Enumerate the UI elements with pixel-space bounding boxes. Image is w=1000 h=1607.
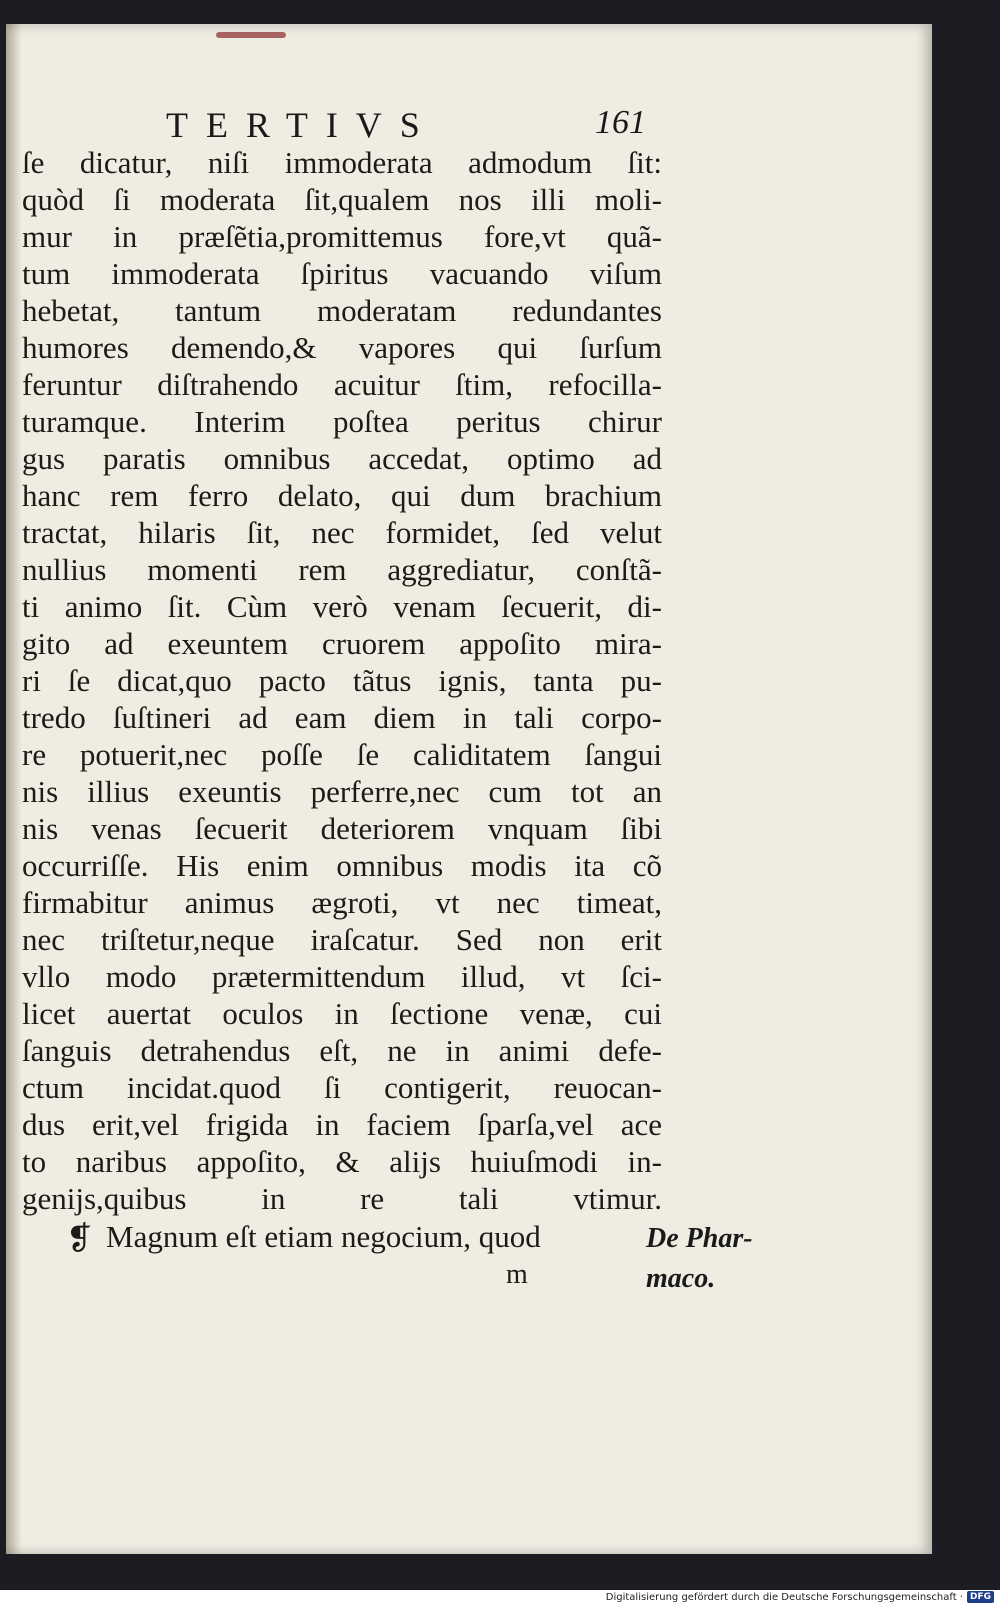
text-line: ri ſe dicat,quo pacto tãtus ignis, tanta pu- <box>22 663 662 698</box>
paragraph-mark: ❡ <box>66 1220 93 1256</box>
text-line: to naribus appoſito, & alijs huiuſmodi in- <box>22 1144 662 1179</box>
body-text <box>22 144 662 1217</box>
text-line: nec triſtetur,neque iraſcatur. Sed non erit <box>22 922 662 957</box>
page-number: 161 <box>595 104 646 141</box>
text-line: mur in præſẽtia,promittemus fore,vt quã- <box>22 219 662 254</box>
text-line: occurriſſe. His enim omnibus modis ita cõ <box>22 848 662 883</box>
dfg-logo: DFG <box>967 1591 994 1603</box>
marginal-note <box>646 1219 753 1299</box>
marginal-note-line: De Phar- <box>646 1223 753 1254</box>
running-title: TERTIVS <box>166 105 438 145</box>
text-line: genijs,quibus in re tali vtimur. <box>22 1181 662 1216</box>
text-line: ti animo ſit. Cùm verò venam ſecuerit, di- <box>22 589 662 624</box>
text-line: re potuerit,nec poſſe ſe caliditatem ſangui <box>22 737 662 772</box>
text-line: dus erit,vel frigida in faciem ſparſa,vel ace <box>22 1107 662 1142</box>
text-line: ctum incidat.quod ſi contigerit, reuocan- <box>22 1070 662 1105</box>
text-line: tum immoderata ſpiritus vacuando viſum <box>22 256 662 291</box>
text-line: ſanguis detrahendus eſt, ne in animi defe- <box>22 1033 662 1068</box>
footer-text: Digitalisierung gefördert durch die Deutsche Forschungsgemeinschaft · <box>605 1591 963 1603</box>
text-line: humores demendo,& vapores qui ſurſum <box>22 330 662 365</box>
marginal-note-line: maco. <box>646 1263 716 1294</box>
book-page <box>6 24 932 1554</box>
text-line: gus paratis omnibus accedat, optimo ad <box>22 441 662 476</box>
text-line: nullius momenti rem aggrediatur, conſtã- <box>22 552 662 587</box>
text-line: licet auertat oculos in ſectione venæ, cui <box>22 996 662 1031</box>
text-line: nis venas ſecuerit deteriorem vnquam ſibi <box>22 811 662 846</box>
text-line: quòd ſi moderata ſit,qualem nos illi moli- <box>22 182 662 217</box>
text-line: firmabitur animus ægroti, vt nec timeat, <box>22 885 662 920</box>
text-line: gito ad exeuntem cruorem appoſito mira- <box>22 626 662 661</box>
text-line: feruntur diſtrahendo acuitur ſtim, refocilla- <box>22 367 662 402</box>
page-stain <box>216 32 286 38</box>
footer-credit <box>606 1589 994 1605</box>
catchword: m <box>506 1259 528 1290</box>
text-line: turamque. Interim poſtea peritus chirur <box>22 404 662 439</box>
text-line: ſe dicatur, niſi immoderata admodum ſit: <box>22 145 662 180</box>
text-line: hanc rem ferro delato, qui dum brachium <box>22 478 662 513</box>
text-line: vllo modo prætermittendum illud, vt ſci- <box>22 959 662 994</box>
gutter-shadow <box>6 24 22 1554</box>
text-line: tractat, hilaris ſit, nec formidet, ſed velut <box>22 515 662 550</box>
text-line: nis illius exeuntis perferre,nec cum tot an <box>22 774 662 809</box>
text-line: tredo ſuſtineri ad eam diem in tali corpo- <box>22 700 662 735</box>
text-line: hebetat, tantum moderatam redundantes <box>22 293 662 328</box>
paragraph-opening-line: Magnum eſt etiam negocium, quod <box>106 1219 541 1254</box>
